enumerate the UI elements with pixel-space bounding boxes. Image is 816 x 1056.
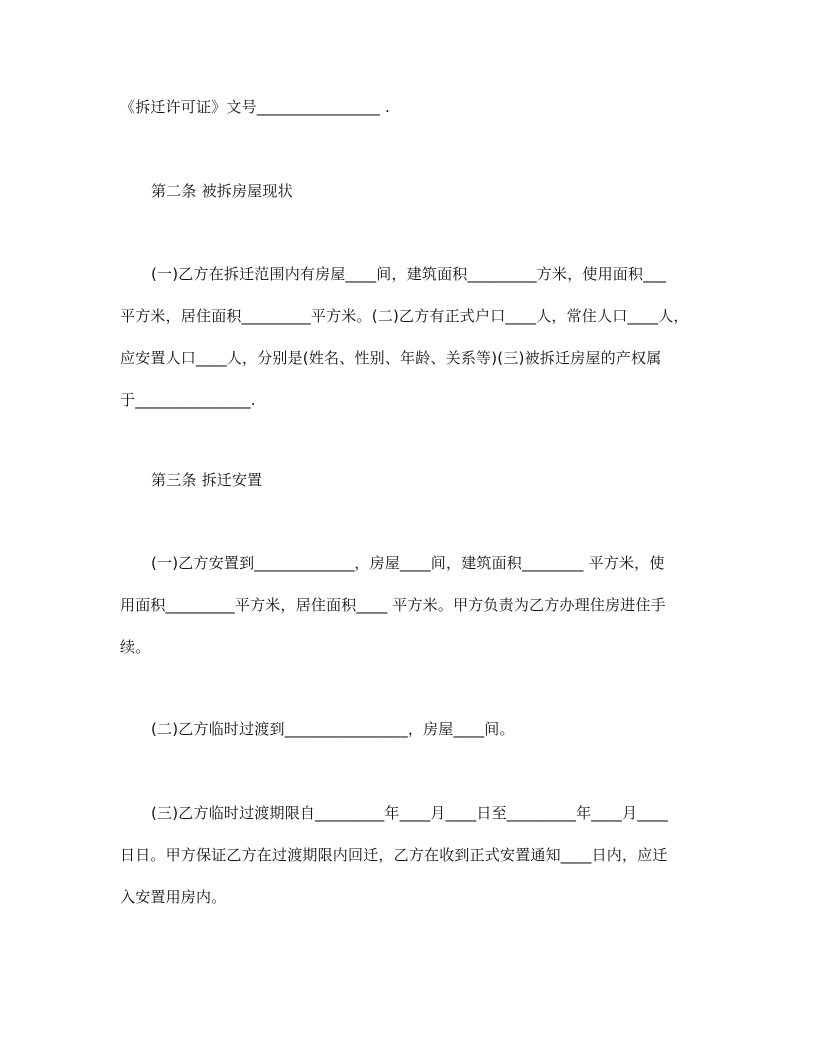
article-3-item-3-line-3: 入安置用房内。 — [120, 888, 227, 906]
article-3-item-1-line-2: 用面积_________平方米，居住面积____ 平方米。甲方负责为乙方办理住房进住手 — [120, 596, 666, 614]
article-3-item-3-line-2: 日日。甲方保证乙方在过渡期限内回迁，乙方在收到正式安置通知____日内，应迁 — [120, 846, 668, 864]
article-3-heading: 第三条 拆迁安置 — [151, 471, 263, 489]
article-2-paragraph-line-1: (一)乙方在拆迁范围内有房屋____间，建筑面积_________方米，使用面积___ — [151, 265, 667, 283]
permit-number-line: 《拆迁许可证》文号________________ . — [120, 98, 390, 116]
article-3-item-1-line-3: 续。 — [120, 638, 151, 656]
article-3-item-2: (二)乙方临时过渡到________________，房屋____间。 — [151, 720, 515, 738]
article-3-item-3-line-1: (三)乙方临时过渡期限自_________年____月____日至_________年____月____ — [151, 804, 669, 822]
article-2-heading: 第二条 被拆房屋现状 — [151, 182, 293, 200]
article-2-paragraph-line-2: 平方米，居住面积_________平方米。(二)乙方有正式户口____人，常住人口____人， — [120, 307, 689, 325]
article-2-paragraph-line-3: 应安置人口____人，分别是(姓名、性别、年龄、关系等)(三)被拆迁房屋的产权属 — [120, 349, 662, 367]
article-2-paragraph-line-4: 于_______________. — [120, 391, 256, 409]
article-3-item-1-line-1: (一)乙方安置到_____________，房屋____间，建筑面积________ 平方米，使 — [151, 554, 665, 572]
